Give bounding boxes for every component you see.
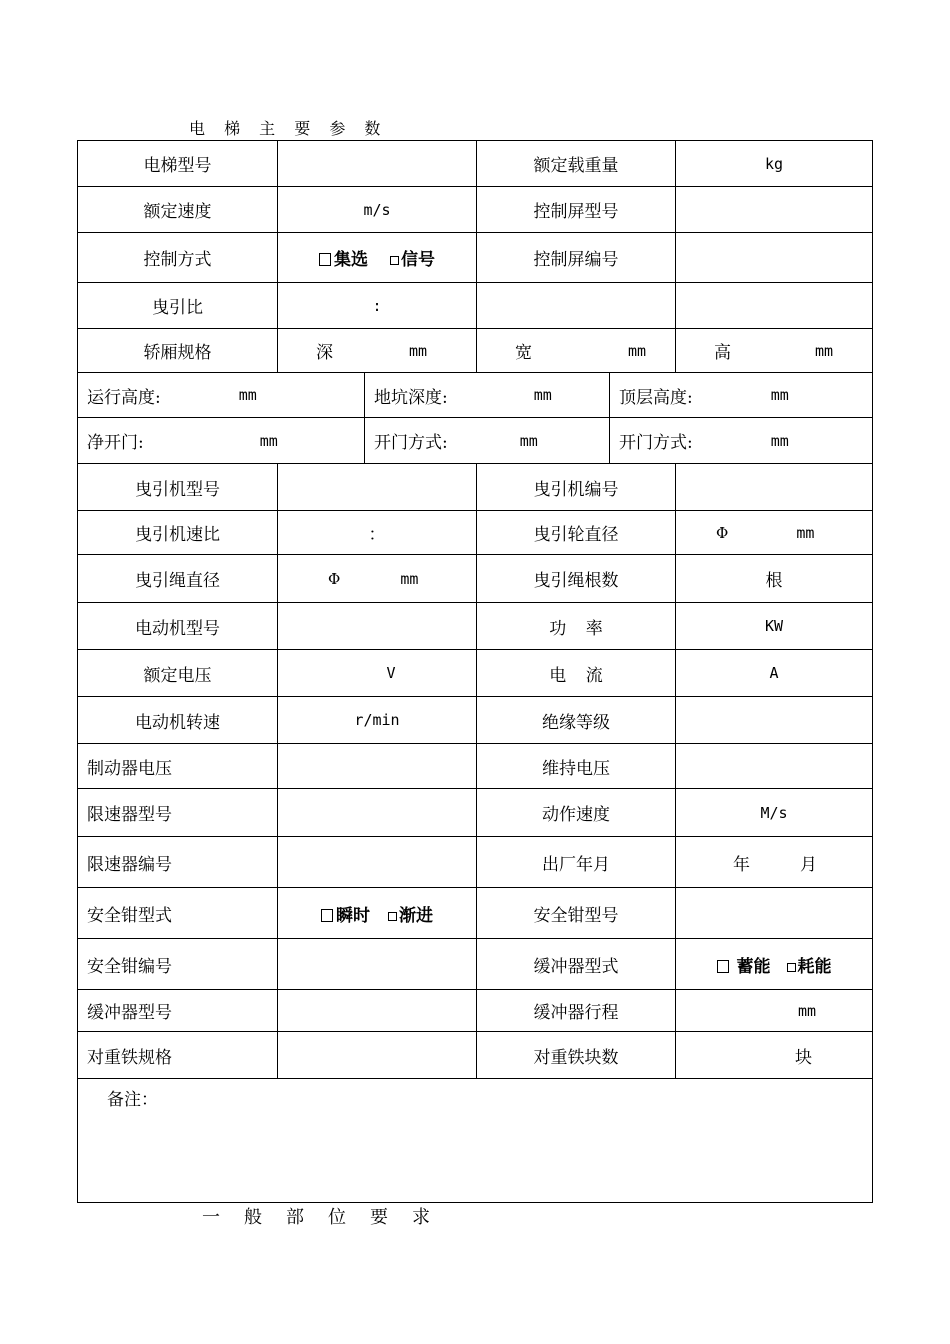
field-tripping-speed[interactable]: M/s: [675, 789, 872, 836]
elevator-parameters-table: [77, 140, 873, 1203]
label-elevator-model: 电梯型号: [143, 156, 212, 176]
notes-field[interactable]: [107, 1111, 862, 1194]
field-safety-gear-model[interactable]: [675, 888, 872, 938]
field-rope-count[interactable]: 根: [675, 555, 872, 602]
checkbox-instantaneous[interactable]: 瞬时: [321, 901, 370, 926]
field-blank[interactable]: [675, 283, 872, 328]
table-row: [78, 187, 872, 233]
table-row: [78, 283, 872, 329]
table-row: [78, 603, 872, 650]
label-rated-load: 额定载重量: [476, 141, 675, 186]
table-row: [78, 1032, 872, 1079]
label-buffer-stroke: 缓冲器行程: [476, 990, 675, 1031]
field-holding-voltage[interactable]: [675, 744, 872, 788]
checkbox-collective[interactable]: 集选: [319, 245, 368, 270]
field-travel-height[interactable]: 运行高度: mm: [87, 386, 257, 408]
field-elevator-model[interactable]: [277, 141, 476, 186]
field-insulation-class[interactable]: [675, 697, 872, 743]
field-manufacture-date[interactable]: 年 月: [675, 837, 872, 887]
label-control-mode: 控制方式: [143, 250, 212, 270]
label-rated-voltage: 额定电压: [143, 665, 212, 686]
label-traction-ratio: 曳引比: [152, 298, 203, 318]
field-control-cabinet-number[interactable]: [675, 233, 872, 282]
field-sheave-diameter[interactable]: Φ mm: [675, 511, 872, 554]
table-row: [78, 418, 872, 464]
table-row: [78, 744, 872, 789]
label-buffer-model: 缓冲器型号: [87, 1003, 172, 1023]
label-brake-voltage: 制动器电压: [87, 758, 172, 779]
field-buffer-stroke[interactable]: mm: [675, 990, 872, 1031]
label-current: 电 流: [476, 650, 675, 696]
field-traction-machine-number[interactable]: [675, 464, 872, 510]
label-rope-diameter: 曳引绳直径: [135, 571, 220, 591]
field-control-cabinet-model[interactable]: [675, 187, 872, 232]
label-control-cabinet-model: 控制屏型号: [476, 187, 675, 232]
field-car-width[interactable]: 宽 mm: [476, 329, 675, 372]
field-clear-opening[interactable]: 净开门: mm: [87, 431, 278, 453]
table-row: [78, 990, 872, 1032]
table-row: [78, 650, 872, 697]
field-motor-speed[interactable]: r/min: [277, 697, 476, 743]
label-counterweight-blocks: 对重铁块数: [476, 1032, 675, 1078]
table-row: [78, 233, 872, 283]
notes-label: 备注：: [107, 1090, 158, 1110]
field-pit-depth[interactable]: 地坑深度: mm: [364, 373, 609, 417]
table-row: [78, 789, 872, 837]
checkbox-icon: [319, 253, 331, 266]
field-door-type[interactable]: 开门方式: mm: [364, 418, 609, 463]
field-overhead-height[interactable]: 顶层高度: mm: [609, 373, 872, 417]
label-car-dimensions: 轿厢规格: [143, 343, 212, 363]
field-safety-gear-number[interactable]: [277, 939, 476, 989]
table-row: [78, 141, 872, 187]
field-door-type-2[interactable]: 开门方式: mm: [609, 418, 872, 463]
label-governor-model: 限速器型号: [87, 805, 172, 825]
checkbox-signal[interactable]: 信号: [390, 245, 435, 270]
label-safety-gear-type: 安全钳型式: [87, 905, 172, 926]
field-rated-speed[interactable]: m/s: [277, 187, 476, 232]
field-rated-load[interactable]: kg: [675, 141, 872, 186]
label-counterweight-spec: 对重铁规格: [87, 1047, 172, 1068]
label-sheave-diameter: 曳引轮直径: [476, 511, 675, 554]
table-row: [78, 464, 872, 511]
label-safety-gear-model: 安全钳型号: [476, 888, 675, 938]
table-row: [78, 939, 872, 990]
label-manufacture-date: 出厂年月: [476, 837, 675, 887]
label-governor-number: 限速器编号: [87, 854, 172, 875]
field-rope-diameter[interactable]: Φ mm: [277, 555, 476, 602]
checkbox-energy-accumulation[interactable]: 蓄能: [717, 952, 771, 977]
field-brake-voltage[interactable]: [277, 744, 476, 788]
field-traction-ratio[interactable]: :: [277, 283, 476, 328]
table-row: [78, 888, 872, 939]
field-blank[interactable]: [476, 283, 675, 328]
label-holding-voltage: 维持电压: [476, 744, 675, 788]
label-rated-speed: 额定速度: [143, 202, 212, 222]
checkbox-icon: [717, 960, 729, 973]
field-governor-model[interactable]: [277, 789, 476, 836]
field-traction-machine-ratio[interactable]: ：: [277, 511, 476, 554]
notes-area[interactable]: [78, 1079, 872, 1202]
table-row: [78, 329, 872, 373]
label-buffer-type: 缓冲器型式: [476, 939, 675, 989]
field-traction-machine-model[interactable]: [277, 464, 476, 510]
field-governor-number[interactable]: [277, 837, 476, 887]
safety-gear-type-options: [277, 888, 476, 938]
buffer-type-options: [675, 939, 872, 989]
table-row: [78, 511, 872, 555]
checkbox-icon: [787, 963, 796, 972]
table-row: [78, 373, 872, 418]
label-traction-machine-number: 曳引机编号: [476, 464, 675, 510]
table-row: [78, 555, 872, 603]
label-insulation-class: 绝缘等级: [476, 697, 675, 743]
label-traction-machine-model: 曳引机型号: [135, 479, 220, 500]
field-car-height[interactable]: 高 mm: [675, 329, 872, 372]
control-mode-options: [277, 233, 476, 282]
label-motor-model: 电动机型号: [135, 618, 220, 639]
field-current[interactable]: A: [675, 650, 872, 696]
checkbox-energy-dissipation[interactable]: 耗能: [787, 952, 832, 977]
field-buffer-model[interactable]: [277, 990, 476, 1031]
label-power: 功 率: [476, 603, 675, 649]
field-car-depth[interactable]: 深 mm: [277, 329, 476, 372]
section-heading: 一 般 部 位 要 求: [202, 1207, 430, 1228]
label-safety-gear-number: 安全钳编号: [87, 956, 172, 977]
field-rated-voltage[interactable]: V: [277, 650, 476, 696]
label-control-cabinet-number: 控制屏编号: [476, 233, 675, 282]
checkbox-icon: [390, 256, 399, 265]
table-row: [78, 837, 872, 888]
label-tripping-speed: 动作速度: [476, 789, 675, 836]
table-row: [78, 697, 872, 744]
label-traction-machine-ratio: 曳引机速比: [135, 525, 220, 545]
field-counterweight-spec[interactable]: [277, 1032, 476, 1078]
field-motor-model[interactable]: [277, 603, 476, 649]
checkbox-icon: [388, 912, 397, 921]
label-rope-count: 曳引绳根数: [476, 555, 675, 602]
field-counterweight-blocks[interactable]: 块: [675, 1032, 872, 1078]
label-motor-speed: 电动机转速: [135, 712, 220, 733]
field-power[interactable]: KW: [675, 603, 872, 649]
checkbox-progressive[interactable]: 渐进: [388, 901, 433, 926]
page-title: 电 梯 主 要 参 数: [189, 119, 388, 138]
checkbox-icon: [321, 909, 333, 922]
